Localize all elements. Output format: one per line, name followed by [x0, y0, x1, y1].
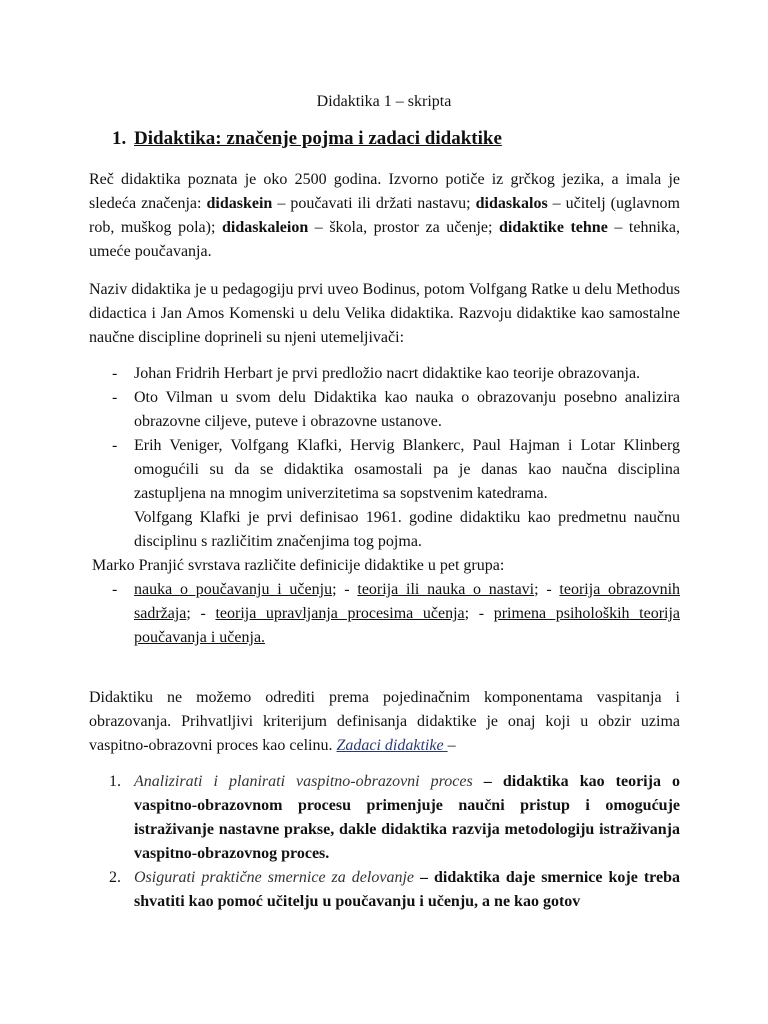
term-didaskalos: didaskalos — [475, 195, 548, 212]
group-item: teorija ili nauka o nastavi — [357, 581, 535, 598]
section-title: Didaktika: značenje pojma i zadaci didaktike — [134, 128, 502, 149]
section-heading — [112, 127, 502, 151]
text: – tehnika, umeće poučavanja. — [89, 219, 680, 260]
term-didaktike-tehne: didaktike tehne — [499, 219, 608, 236]
paragraph-etymology — [89, 168, 680, 264]
task-title: Analizirati i planirati vaspitno-obrazovni proces — [134, 773, 473, 790]
term-didaskaleion: didaskaleion — [221, 219, 309, 236]
section-number: 1. — [112, 128, 127, 149]
page-header: Didaktika 1 – skripta — [316, 93, 452, 110]
founders-section — [89, 362, 680, 650]
text: Reč didaktika poznata je oko 2500 godina. Izvorno potiče iz grčkog jezika, a imala je sledeća značenja: — [89, 171, 680, 212]
task-text: – didaktika kao teorija o vaspitno-obrazovnom procesu primenjuje naučni pristup i omogućuje istraživanje nastavne prakse, dakle didaktika razvija metodologiju istraživanja vaspitno-obrazovnog proces. — [134, 773, 681, 862]
group-item: primena psiholoških teorija poučavanja i učenja. — [134, 605, 681, 646]
list-number: 1. — [109, 773, 121, 790]
group-item: teorija obrazovnih sadržaja — [134, 581, 681, 622]
list-item-text: Erih Veniger, Volfgang Klafki, Hervig Blankerc, Paul Hajman i Lotar Klinberg omogućili su da se didaktika osamostali pa je danas kao naučna disciplina zastupljena na mnogim univerzitetima sa sopstvenim katedrama. — [134, 437, 680, 502]
tasks-link[interactable]: Zadaci didaktike — [336, 737, 448, 754]
list-item — [89, 866, 680, 914]
list-item-text: Oto Vilman u svom delu Didaktika kao nauka o obrazovanju posebno analizira obrazovne ciljeve, puteve i obrazovne ustanove. — [134, 389, 680, 430]
list-item — [89, 386, 680, 434]
list-number: 2. — [109, 869, 121, 886]
bullet: - — [112, 437, 118, 454]
list-item — [89, 770, 680, 866]
list-item-text: Johan Fridrih Herbart je prvi predložio nacrt didaktike kao teorije obrazovanja. — [134, 365, 641, 382]
list-item — [89, 434, 680, 506]
bullet: - — [112, 389, 118, 406]
separator: ; - — [332, 581, 358, 598]
task-title: Osigurati praktične smernice za delovanje — [134, 869, 414, 886]
tasks-list — [89, 770, 680, 914]
text: – škola, prostor za učenje; — [308, 219, 500, 236]
term-didaskein: didaskein — [206, 195, 273, 212]
bullet: - — [112, 581, 118, 598]
group-item: teorija upravljanja procesima učenja — [215, 605, 465, 622]
group-item: nauka o poučavanju i učenju — [134, 581, 333, 598]
text: Didaktiku ne možemo odrediti prema pojedinačnim komponentama vaspitanja i obrazovanja. Prihvatljivi kriterijum definisanja didaktike je onaj koji u obzir uzima vaspitno-obrazovni proces kao celinu. — [89, 689, 680, 754]
paragraph-history: Naziv didaktika je u pedagogiju prvi uveo Bodinus, potom Volfgang Ratke u delu Methodus didactica i Jan Amos Komenski u delu Velika didaktika. Razvoju didaktike kao samostalne naučne discipline doprineli su njeni utemeljivači: — [89, 281, 680, 346]
separator: ; - — [186, 605, 216, 622]
definition-groups — [89, 578, 680, 650]
marko-intro: Marko Pranjić svrstava različite definicije didaktike u pet grupa: — [92, 557, 505, 574]
klafki-note: Volfgang Klafki je prvi definisao 1961. godine didaktiku kao predmetnu naučnu disciplinu s različitim značenjima tog pojma. — [134, 509, 680, 550]
separator: ; - — [534, 581, 560, 598]
text: – — [447, 737, 456, 754]
text: – učitelj (uglavnom rob, muškog pola); — [89, 195, 680, 236]
separator: ; - — [464, 605, 494, 622]
bullet: - — [112, 365, 118, 382]
task-text: – didaktika daje smernice koje treba shvatiti kao pomoć učitelju u poučavanju i učenju, a ne kao gotov — [134, 869, 680, 910]
text: – poučavati ili držati nastavu; — [272, 195, 476, 212]
list-item — [89, 362, 680, 386]
paragraph-criteria — [89, 686, 680, 758]
